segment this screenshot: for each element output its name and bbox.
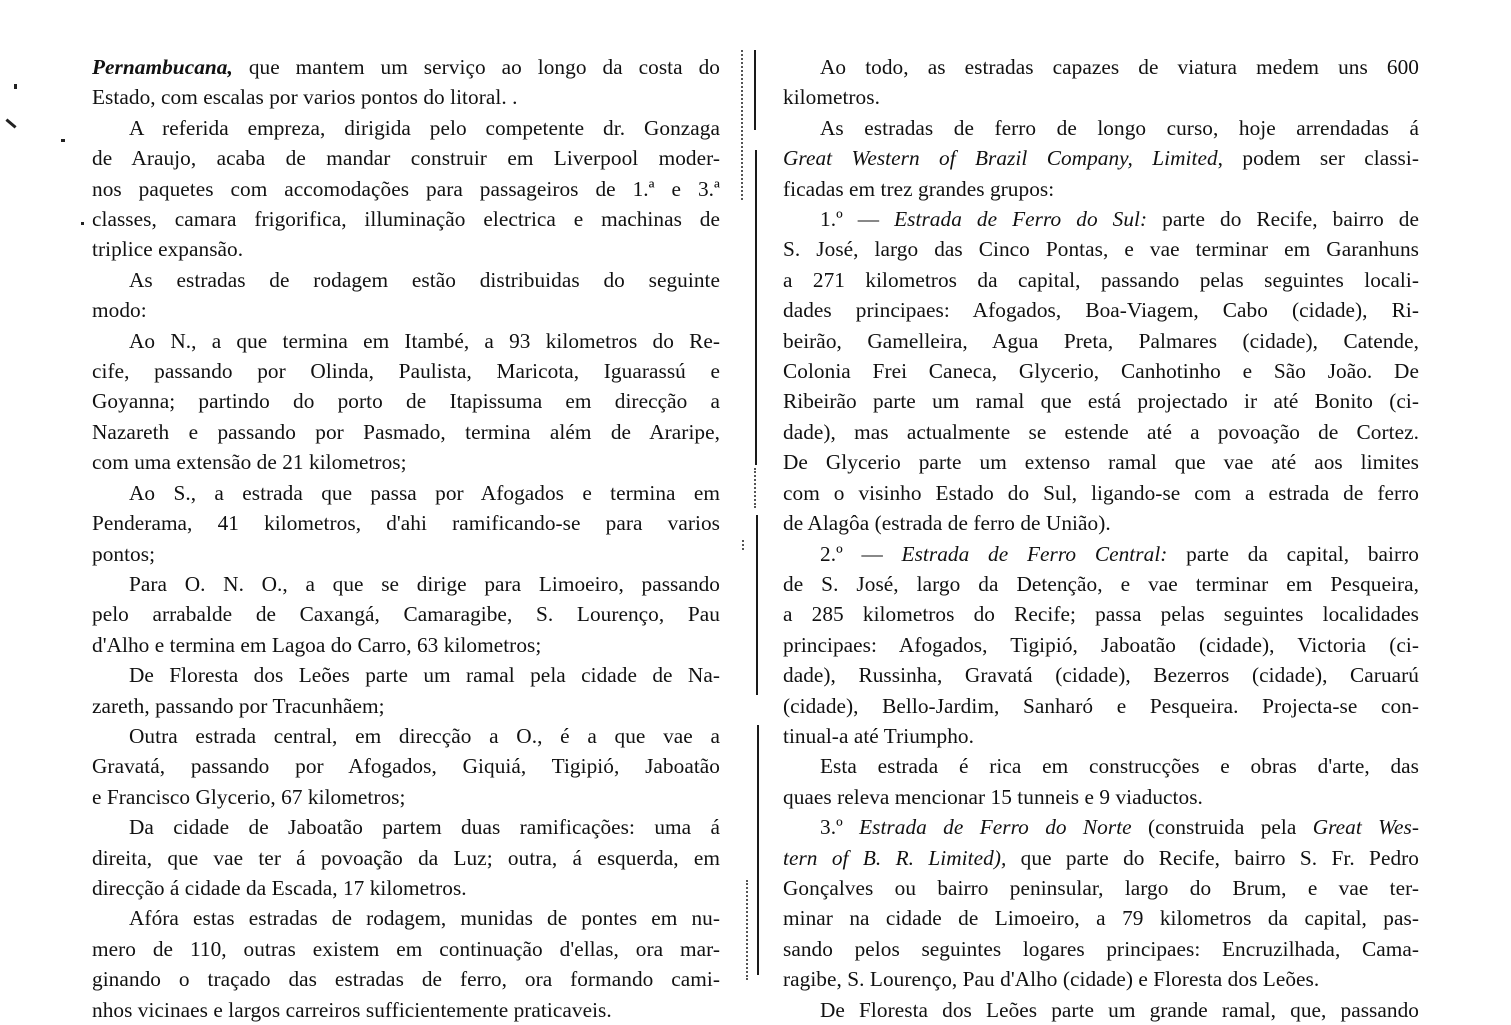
text-line — [92, 356, 720, 386]
text-line — [92, 234, 720, 264]
text-segment: Penderama, 41 kilometros, d'ahi ramificando-se para varios — [92, 511, 720, 536]
text-line — [783, 630, 1419, 660]
paragraph — [92, 478, 720, 569]
paragraph — [92, 326, 720, 478]
margin-speck — [5, 118, 16, 128]
text-segment: modo: — [92, 298, 147, 323]
text-segment: Gravatá, passando por Afogados, Giquiá, Tigipió, Jaboatão — [92, 754, 720, 779]
text-line — [783, 721, 1419, 751]
text-segment: dades principaes: Afogados, Boa-Viagem, Cabo (cidade), Ri- — [783, 298, 1419, 323]
text-segment: nos paquetes com accomodações para passageiros de 1.ª e 3.ª — [92, 176, 720, 201]
text-line — [92, 660, 720, 690]
text-line — [92, 782, 720, 812]
text-line — [92, 569, 720, 599]
text-line — [783, 417, 1419, 447]
text-segment: que parte do Recife, bairro S. Fr. Pedro — [1006, 845, 1419, 870]
text-line — [783, 82, 1419, 112]
text-line — [783, 508, 1419, 538]
text-segment: a 285 kilometros do Recife; passa pelas seguintes localidades — [783, 602, 1419, 627]
text-segment: triplice expansão. — [92, 237, 244, 262]
text-segment: com uma extensão de 21 kilometros; — [92, 450, 407, 475]
text-line — [92, 873, 720, 903]
text-segment: zareth, passando por Tracunhãem; — [92, 693, 385, 718]
text-line — [783, 234, 1419, 264]
gutter-rule — [755, 150, 757, 465]
gutter-dotted-line — [746, 880, 750, 980]
text-segment: dade), mas actualmente se estende até a povoação de Cortez. — [783, 419, 1419, 444]
text-line — [92, 113, 720, 143]
paragraph — [783, 52, 1419, 113]
text-segment: Colonia Frei Caneca, Glycerio, Canhotinho e São João. De — [783, 359, 1419, 384]
text-line — [92, 599, 720, 629]
text-line — [783, 52, 1419, 82]
text-segment: que mantem um serviço ao longo da costa do — [232, 55, 720, 79]
text-segment: Para O. N. O., a que se dirige para Limoeiro, passando — [129, 571, 720, 596]
text-line — [92, 204, 720, 234]
text-segment: As estradas de rodagem estão distribuidas do seguinte — [129, 267, 720, 292]
margin-speck — [81, 222, 84, 225]
text-line — [92, 417, 720, 447]
paragraph — [783, 812, 1419, 994]
text-segment: e Francisco Glycerio, 67 kilometros; — [92, 784, 406, 809]
text-segment: sando pelos seguintes logares principaes: Encruzilhada, Cama- — [783, 936, 1419, 961]
text-segment: As estradas de ferro de longo curso, hoje arrendadas á — [820, 115, 1419, 140]
text-segment: de Alagôa (estrada de ferro de União). — [783, 511, 1111, 536]
text-line — [92, 508, 720, 538]
text-line — [92, 995, 720, 1025]
left-text-column — [92, 52, 720, 1025]
text-line — [783, 599, 1419, 629]
paragraph — [92, 660, 720, 721]
margin-speck — [61, 139, 65, 142]
text-line — [92, 903, 720, 933]
text-segment: principaes: Afogados, Tigipió, Jaboatão (cidade), Victoria (ci- — [783, 632, 1419, 657]
text-line — [783, 691, 1419, 721]
text-segment: (cidade), Bello-Jardim, Sanharó e Pesqueira. Projecta-se con- — [783, 693, 1419, 718]
gutter-dotted-line — [742, 540, 746, 550]
text-line — [92, 447, 720, 477]
text-line — [783, 386, 1419, 416]
text-segment: 1.º — — [820, 207, 895, 232]
text-line — [92, 630, 720, 660]
paragraph — [783, 204, 1419, 538]
text-segment: ragibe, S. Lourenço, Pau d'Alho (cidade) e Floresta dos Leões. — [783, 967, 1320, 992]
text-line — [92, 265, 720, 295]
text-segment: d'Alho e termina em Lagoa do Carro, 63 kilometros; — [92, 632, 542, 657]
text-segment: Afóra estas estradas de rodagem, munidas de pontes em nu- — [129, 906, 720, 931]
italic-title: Great Wes- — [1312, 815, 1419, 840]
paragraph — [783, 751, 1419, 812]
paragraph — [92, 113, 720, 265]
text-segment: (construida pela — [1131, 815, 1313, 840]
text-line — [92, 539, 720, 569]
text-segment: Ao S., a estrada que passa por Afogados e termina em — [129, 480, 720, 505]
text-segment: De Floresta dos Leões parte um grande ramal, que, passando — [820, 997, 1419, 1022]
gutter-rule — [754, 50, 756, 130]
text-line — [92, 478, 720, 508]
text-line — [92, 721, 720, 751]
italic-title: Estrada de Ferro Central: — [901, 541, 1168, 566]
text-line — [92, 812, 720, 842]
margin-speck — [14, 84, 17, 89]
italic-title: Estrada de Ferro do Sul: — [894, 207, 1148, 232]
text-line — [783, 326, 1419, 356]
italic-title: Great Western of Brazil Company, Limited — [783, 146, 1218, 171]
text-segment: de S. José, largo da Detenção, e vae terminar em Pesqueira, — [783, 571, 1419, 596]
text-segment: Ao N., a que termina em Itambé, a 93 kilometros do Re- — [129, 328, 720, 353]
text-segment: ficadas em trez grandes grupos: — [783, 176, 1055, 201]
text-segment: Outra estrada central, em direcção a O., é a que vae a — [129, 723, 720, 748]
text-segment: S. José, largo das Cinco Pontas, e vae terminar em Garanhuns — [783, 237, 1419, 262]
text-line — [783, 812, 1419, 842]
text-segment: Da cidade de Jaboatão partem duas ramificações: uma á — [129, 815, 720, 840]
text-segment: Goyanna; partindo do porto de Itapissuma em direcção a — [92, 389, 720, 414]
text-segment: dade), Russinha, Gravatá (cidade), Bezerros (cidade), Caruarú — [783, 663, 1419, 688]
text-line — [783, 113, 1419, 143]
text-segment: mero de 110, outras existem em continuação d'ellas, ora mar- — [92, 936, 720, 961]
text-segment: direcção á cidade da Escada, 17 kilometros. — [92, 875, 467, 900]
paragraph — [783, 113, 1419, 204]
text-line — [783, 447, 1419, 477]
text-segment: direita, que vae ter á povoação da Luz; outra, á esquerda, em — [92, 845, 720, 870]
paragraph — [92, 812, 720, 903]
text-segment: tinual-a até Triumpho. — [783, 723, 974, 748]
text-line — [783, 843, 1419, 873]
text-line — [92, 751, 720, 781]
text-segment: a 271 kilometros da capital, passando pelas seguintes locali- — [783, 267, 1419, 292]
gutter-dotted-line — [754, 468, 758, 508]
gutter-rule — [757, 725, 759, 975]
text-segment: Nazareth e passando por Pasmado, termina além de Araripe, — [92, 419, 720, 444]
text-line — [783, 934, 1419, 964]
text-segment: beirão, Gamelleira, Agua Preta, Palmares (cidade), Catende, — [783, 328, 1419, 353]
text-segment: ginando o traçado das estradas de ferro, ora formando cami- — [92, 967, 720, 992]
text-line — [783, 873, 1419, 903]
text-segment: com o visinho Estado do Sul, ligando-se com a estrada de ferro — [783, 480, 1419, 505]
text-line — [783, 295, 1419, 325]
text-segment: cife, passando por Olinda, Paulista, Maricota, Iguarassú e — [92, 359, 720, 384]
text-segment: kilometros. — [783, 85, 880, 110]
italic-title: tern of B. R. Limited), — [783, 845, 1007, 870]
text-line — [92, 934, 720, 964]
text-line — [92, 174, 720, 204]
text-line — [783, 539, 1419, 569]
text-line — [92, 52, 720, 82]
paragraph — [92, 52, 720, 113]
text-line — [783, 569, 1419, 599]
text-segment: quaes releva mencionar 15 tunneis e 9 viaductos. — [783, 784, 1203, 809]
text-line — [92, 143, 720, 173]
text-line — [783, 751, 1419, 781]
text-segment: 2.º — — [820, 541, 902, 566]
paragraph — [783, 539, 1419, 752]
paragraph — [92, 721, 720, 812]
text-segment: minar na cidade de Limoeiro, a 79 kilometros da capital, pas- — [783, 906, 1419, 931]
gutter-rule — [756, 515, 758, 695]
text-line — [783, 964, 1419, 994]
text-line — [783, 174, 1419, 204]
text-segment: Gonçalves ou bairro peninsular, largo do Brum, e vae ter- — [783, 875, 1419, 900]
text-line — [783, 356, 1419, 386]
text-segment: pontos; — [92, 541, 156, 566]
text-line — [92, 295, 720, 325]
text-line — [92, 82, 720, 112]
text-line — [783, 143, 1419, 173]
text-line — [783, 478, 1419, 508]
text-segment: Estado, com escalas por varios pontos do litoral. . — [92, 85, 518, 110]
text-segment: De Glycerio parte um extenso ramal que vae até aos limites — [783, 450, 1419, 475]
text-segment: 3.º — [820, 815, 860, 840]
text-segment: De Floresta dos Leões parte um ramal pela cidade de Na- — [129, 663, 720, 688]
gutter-dotted-line — [741, 50, 745, 200]
text-line — [783, 782, 1419, 812]
text-line — [783, 265, 1419, 295]
right-text-column — [783, 52, 1419, 1025]
text-line — [92, 843, 720, 873]
text-line — [92, 691, 720, 721]
text-segment: parte da capital, bairro — [1167, 541, 1419, 566]
italic-title: Estrada de Ferro do Norte — [859, 815, 1132, 840]
paragraph — [92, 569, 720, 660]
text-segment: nhos vicinaes e largos carreiros sufficientemente praticaveis. — [92, 997, 612, 1022]
text-line — [783, 204, 1419, 234]
text-line — [783, 903, 1419, 933]
text-segment: Ribeirão parte um ramal que está projectado ir até Bonito (ci- — [783, 389, 1419, 414]
text-line — [783, 660, 1419, 690]
text-segment: Ao todo, as estradas capazes de viatura medem uns 600 — [820, 55, 1419, 79]
text-segment: de Araujo, acaba de mandar construir em Liverpool moder- — [92, 146, 720, 171]
paragraph — [92, 265, 720, 326]
italic-title: Pernambucana, — [92, 55, 233, 79]
text-segment: Esta estrada é rica em construcções e obras d'arte, das — [820, 754, 1419, 779]
paragraph — [92, 903, 720, 1025]
text-segment: classes, camara frigorifica, illuminação electrica e machinas de — [92, 207, 720, 232]
text-segment: , podem ser classi- — [1217, 146, 1419, 171]
text-segment: parte do Recife, bairro de — [1147, 207, 1420, 232]
text-line — [783, 995, 1419, 1025]
paragraph — [783, 995, 1419, 1025]
text-line — [92, 386, 720, 416]
text-line — [92, 326, 720, 356]
text-line — [92, 964, 720, 994]
text-segment: pelo arrabalde de Caxangá, Camaragibe, S. Lourenço, Pau — [92, 602, 720, 627]
text-segment: A referida empreza, dirigida pelo competente dr. Gonzaga — [129, 115, 720, 140]
